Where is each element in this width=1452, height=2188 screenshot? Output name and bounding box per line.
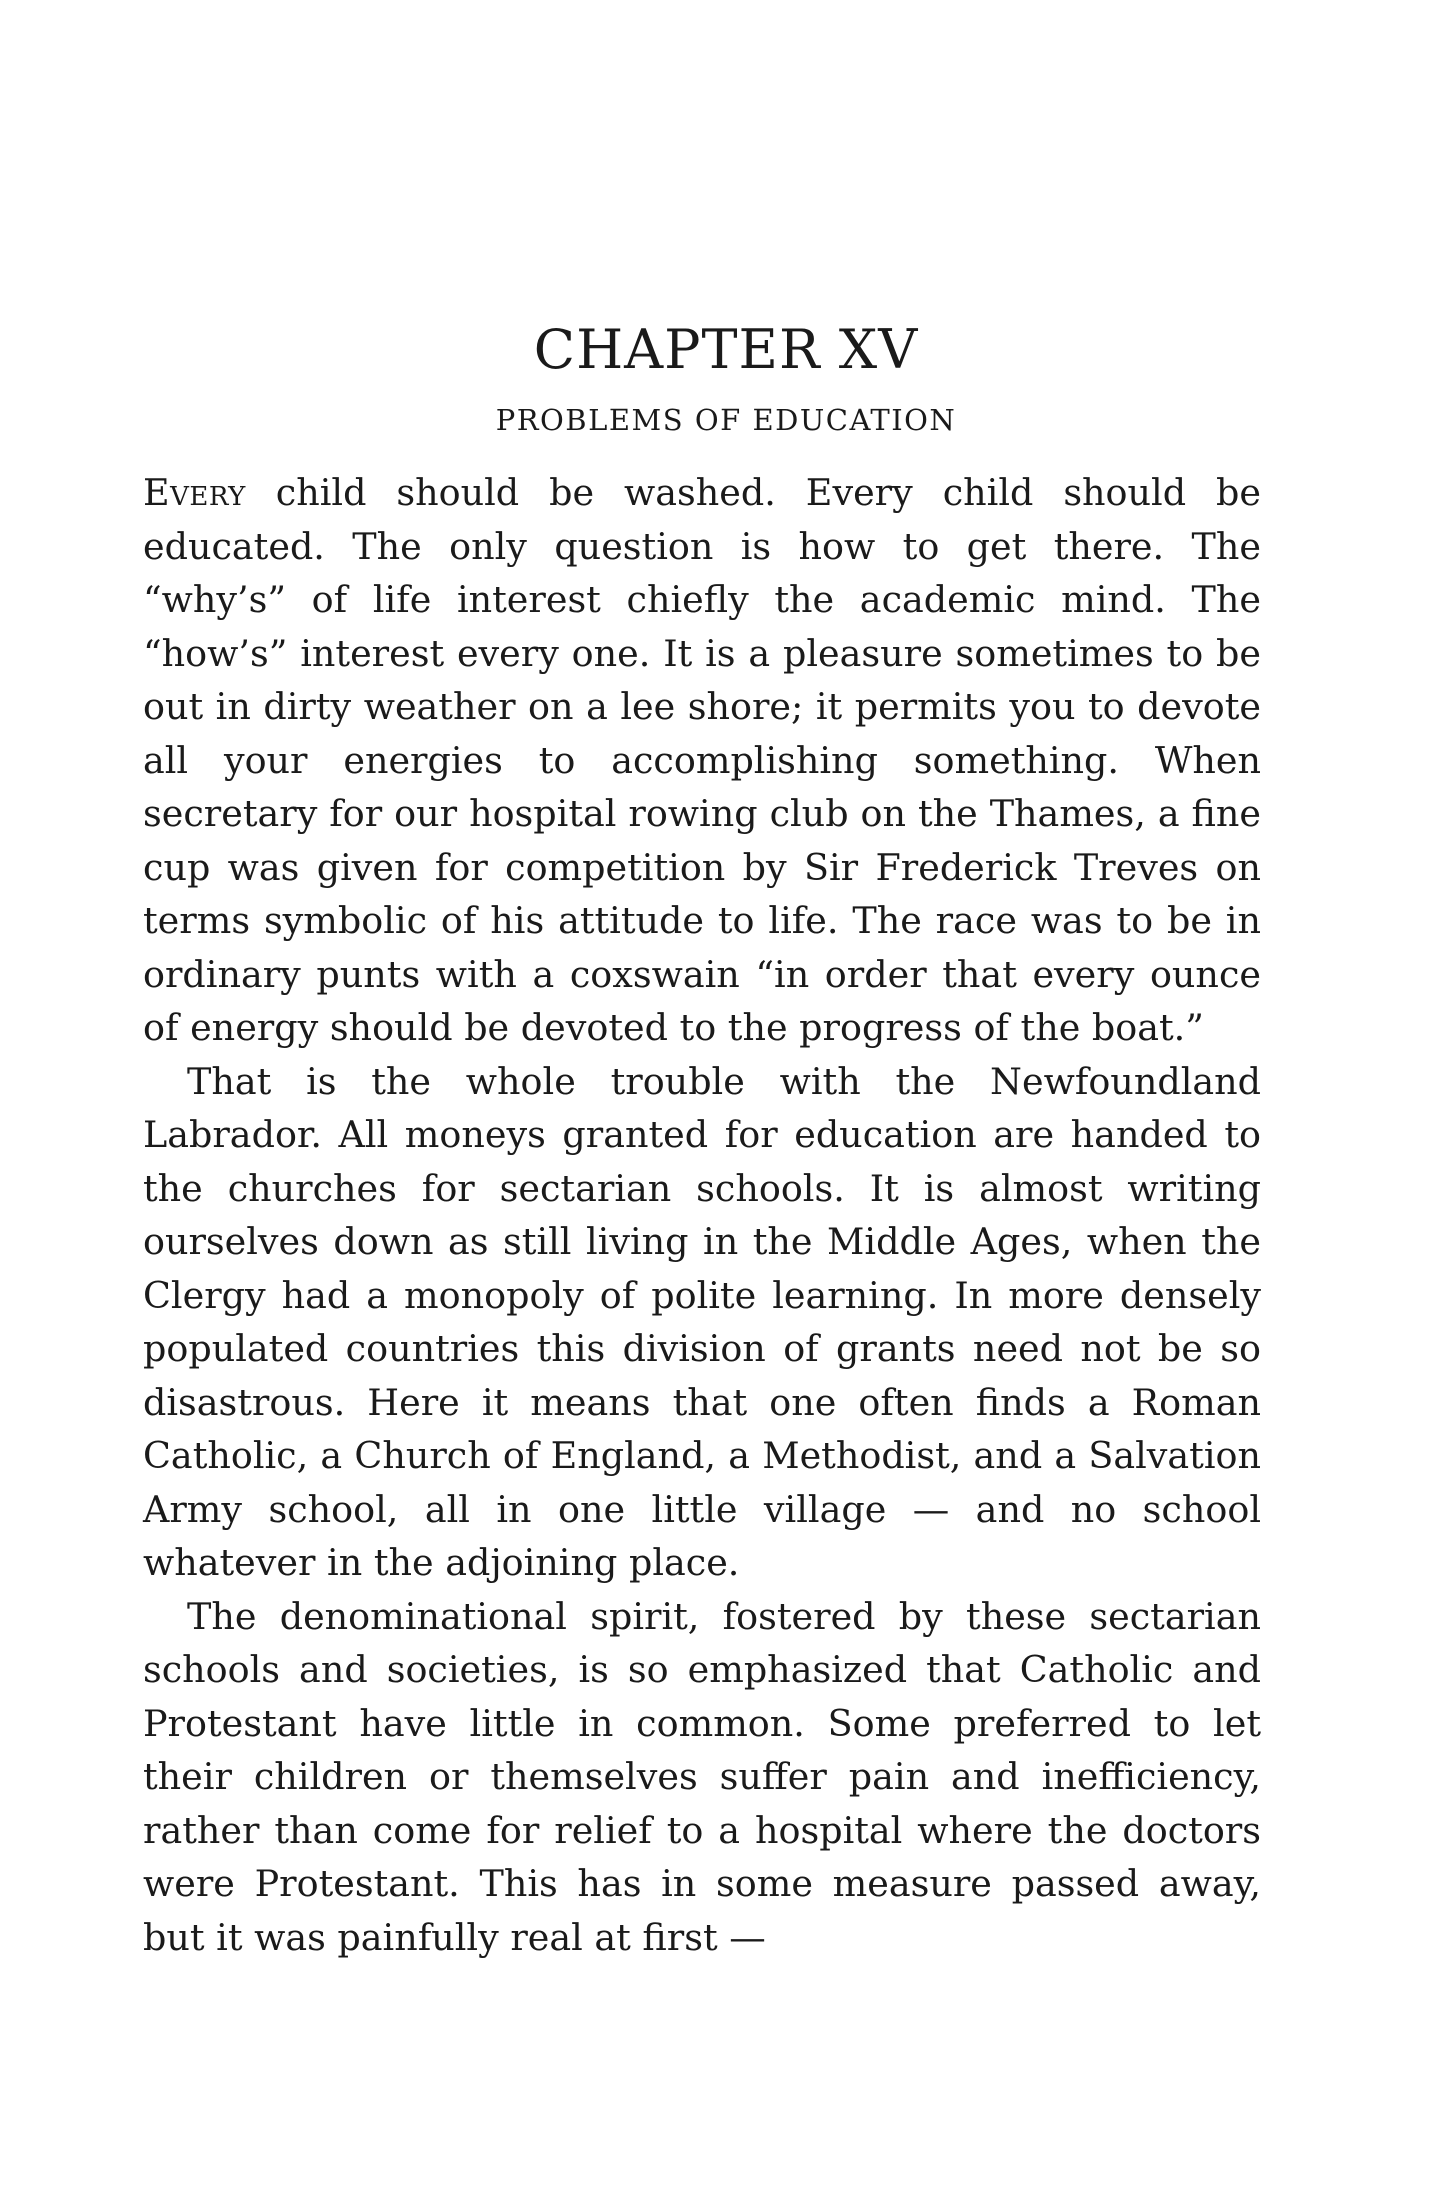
paragraph-1-text: child should be washed. Every child should be educated. The only question is how to get there. The “why’s” of life interest chiefly the academic mind. The “how’s” interest every one. It is a pleasure sometimes to be out in dirty weather on a lee shore; it permits you to devote all your energies to accomplishing something. When secretary for our hospital rowing club on the Thames, a fine cup was given for competition by Sir Frederick Treves on terms symbolic of his attitude to life. The race was to be in ordinary punts with a coxswain “in order that every ounce of energy should be devoted to the progress of the boat.” [143,471,1261,1049]
lead-word: Every [143,471,246,514]
paragraph-2: That is the whole trouble with the Newfoundland Labrador. All moneys granted for education are handed to the churches for sectarian schools. It is almost writing ourselves down as still living in the Middle Ages, when the Clergy had a monopoly of polite learning. In more densely populated countries this division of grants need not be so disastrous. Here it means that one often finds a Roman Catholic, a Church of England, a Methodist, and a Salvation Army school, all in one little village — and no school whatever in the adjoining place. [143,1059,1261,1584]
chapter-body [143,466,1261,1964]
paragraph-1 [143,466,1261,1055]
chapter-subtitle: PROBLEMS OF EDUCATION [495,403,957,437]
chapter-title: CHAPTER XV [533,318,919,381]
paragraph-3: The denominational spirit, fostered by these sectarian schools and societies, is so emphasized that Catholic and Protestant have little in common. Some preferred to let their children or themselves suffer pain and inefficiency, rather than come for relief to a hospital where the doctors were Protestant. This has in some measure passed away, but it was painfully real at first — [143,1594,1261,1959]
